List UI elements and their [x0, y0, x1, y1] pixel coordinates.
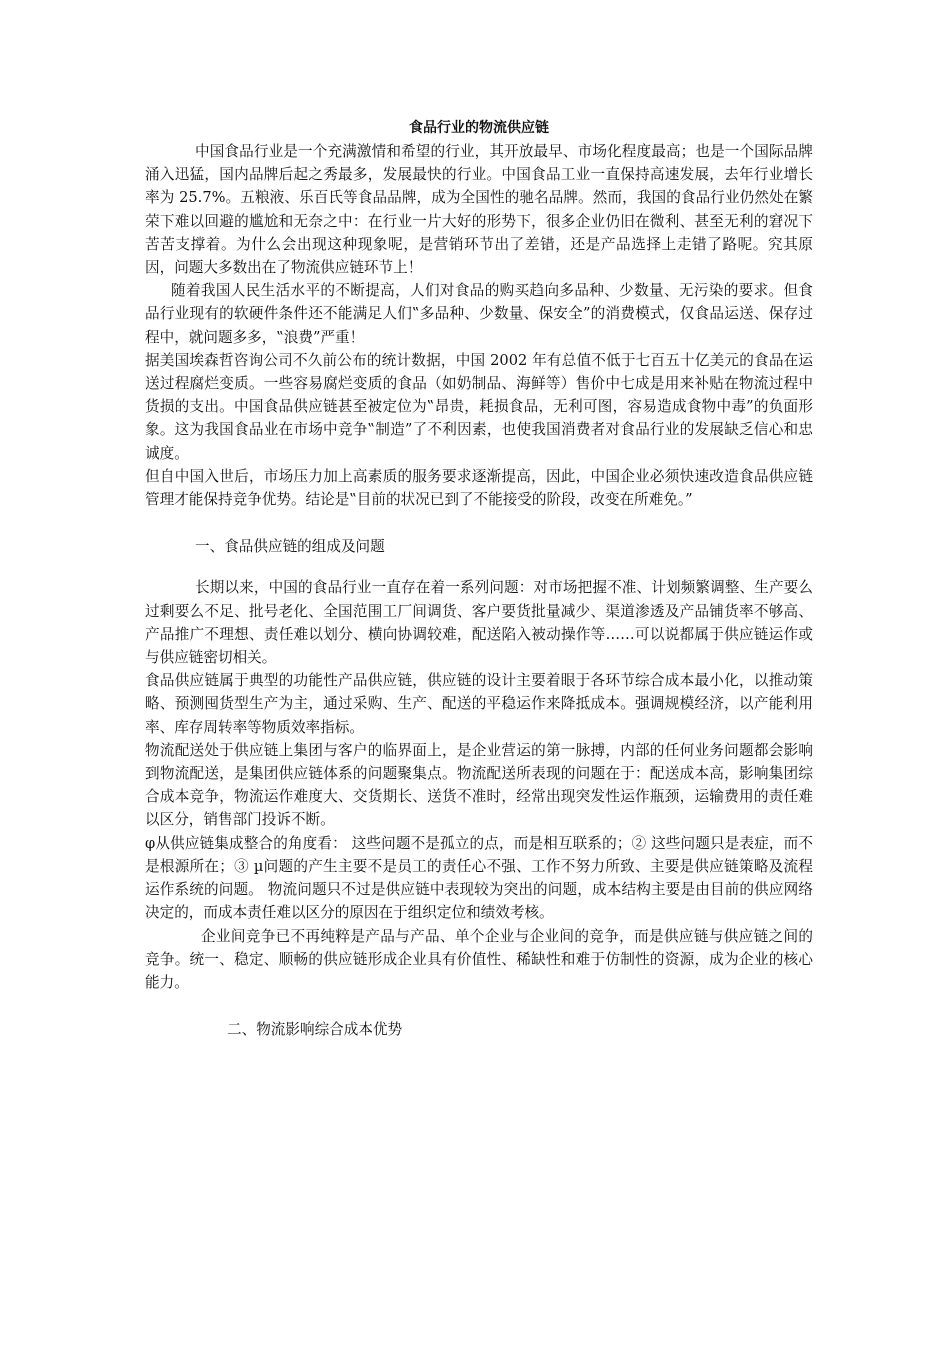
paragraph-competition: 企业间竞争已不再纯粹是产品与产品、单个企业与企业间的竞争，而是供应链与供应链之间的竞争。统一、稳定、顺畅的供应链形成企业具有价值性、稀缺性和难于仿制性的资源，成为企业的核心能力。: [145, 927, 813, 991]
paragraph-living-standard: 随着我国人民生活水平的不断提高，人们对食品的购买趋向多品种、少数量、无污染的要求。但食品行业现有的软硬件条件还不能满足人们‟多品种、少数量、保安全”的消费模式，仅食品运送、保存过程中，就问题多多，‟浪费”严重！: [145, 282, 813, 346]
document-page: [145, 116, 813, 1041]
paragraph-long-term-problems: 长期以来，中国的食品行业一直存在着一系列问题：对市场把握不准、计划频繁调整、生产要么过剩要么不足、批号老化、全国范围工厂间调货、客户要货批量减少、渠道渗透及产品铺货率不够高、产品推广不理想、责任难以划分、横向协调较难，配送陷入被动操作等……可以说都属于供应链运作或与供应链密切相关。: [145, 579, 813, 667]
paragraph-logistics-distribution: 物流配送处于供应链上集团与客户的临界面上，是企业营运的第一脉搏，内部的任何业务问题都会影响到物流配送，是集团供应链体系的问题聚集点。物流配送所表现的问题在于：配送成本高，影响集团综合成本竞争，物流运作难度大、交货期长、送货不准时，经常出现突发性运作瓶颈，运输费用的责任难以区分，销售部门投诉不断。: [145, 741, 813, 829]
paragraph-wto: 但自中国入世后，市场压力加上高素质的服务要求逐渐提高，因此，中国企业必须快速改造食品供应链管理才能保持竞争优势。结论是‟目前的状况已到了不能接受的阶段，改变在所难免。”: [145, 467, 813, 509]
section-heading-2: 二、物流影响综合成本优势: [227, 1021, 403, 1039]
paragraph-functional-supply-chain: 食品供应链属于典型的功能性产品供应链，供应链的设计主要着眼于各环节综合成本最小化，以推动策略、预测囤货型生产为主，通过采购、生产、配送的平稳运作来降抵成本。强调规模经济，以产能利用率、库存周转率等物质效率指标。: [145, 672, 813, 736]
document-title: 食品行业的物流供应链: [409, 120, 549, 136]
paragraph-integration-view: φ从供应链集成整合的角度看： 这些问题不是孤立的点，而是相互联系的；② 这些问题只是表症，而不是根源所在；③ µ问题的产生主要不是员工的责任心不强、工作不努力所致、主要是供应链策略及流程运作系统的问题。 物流问题只不过是供应链中表现较为突出的问题，成本结构主要是由目前的供应网络决定的，而成本责任难以区分的原因在于组织定位和绩效考核。: [145, 834, 813, 922]
section-heading-1: 一、食品供应链的组成及问题: [195, 538, 385, 556]
paragraph-intro: 中国食品行业是一个充满激情和希望的行业，其开放最早、市场化程度最高；也是一个国际品牌涌入迅猛，国内品牌后起之秀最多，发展最快的行业。中国食品工业一直保持高速发展，去年行业增长率为 25.7%。五粮液、乐百氏等食品品牌，成为全国性的驰名品牌。然而，我国的食品行业仍然处在繁荣下难以回避的尴尬和无奈之中：在行业一片大好的形势下，很多企业仍旧在微利、甚至无利的窘况下苦苦支撑着。为什么会出现这种现象呢，是营销环节出了差错，还是产品选择上走错了路呢。究其原因，问题大多数出在了物流供应链环节上！: [145, 143, 813, 277]
paragraph-statistics: 据美国埃森哲咨询公司不久前公布的统计数据，中国 2002 年有总值不低于七百五十亿美元的食品在运送过程腐烂变质。一些容易腐烂变质的食品（如奶制品、海鲜等）售价中七成是用来补贴在物流过程中货损的支出。中国食品供应链甚至被定位为‟昂贵，耗损食品，无利可图，容易造成食物中毒”的负面形象。这为我国食品业在市场中竞争‟制造”了不利因素，也使我国消费者对食品行业的发展缺乏信心和忠诚度。: [145, 351, 813, 462]
